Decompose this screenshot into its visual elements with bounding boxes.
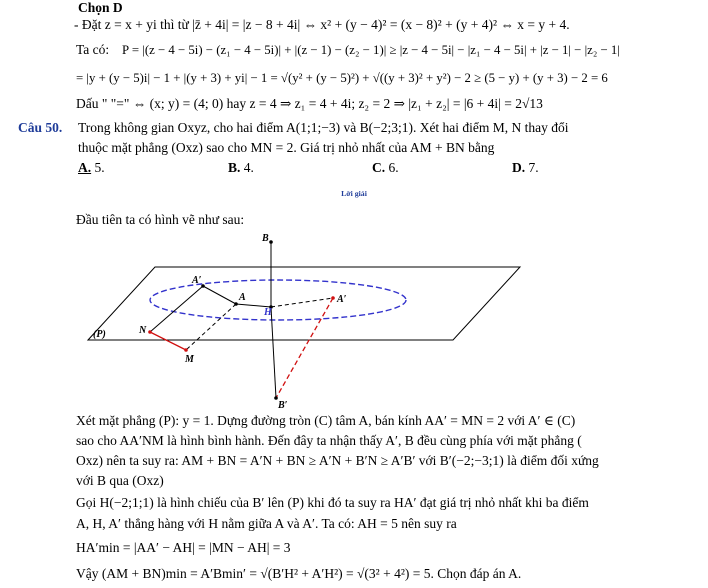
option-a-key: A. bbox=[78, 160, 92, 175]
circle-c bbox=[150, 280, 406, 320]
solution-line-7: HA′min = |AA′ − AH| = |MN − AH| = 3 bbox=[76, 540, 291, 555]
question-line-1: Trong không gian Oxyz, cho hai điểm A(1;1;−3) và B(−2;3;1). Xét hai điểm M, N thay đổi bbox=[78, 120, 569, 135]
solution-heading: Lời giải bbox=[341, 189, 367, 198]
prev-line-4: Dấu " "=" ⇔ (x; y) = (4; 0) hay z = 4 ⇒ z₁ = 4 + 4i; z₂ = 2 ⇒ |z₁ + z₂| = |6 + 4i| = 2√13 bbox=[76, 96, 543, 111]
point-a bbox=[234, 302, 238, 306]
option-d-key: D. bbox=[512, 160, 526, 175]
segment-aprime-bprime bbox=[276, 298, 333, 398]
point-aprime-right bbox=[331, 296, 335, 300]
solution-line-2: sao cho AA′NM là hình bình hành. Đến đây ta nhận thấy A′, B đều cùng phía với mặt phẳng ( bbox=[76, 433, 582, 448]
label-aprime-right: A′ bbox=[337, 294, 347, 305]
solution-line-5: Gọi H(−2;1;1) là hình chiếu của B′ lên (P) khi đó ta suy ra HA′ đạt giá trị nhỏ nhất khi ba điểm bbox=[76, 495, 589, 510]
point-aprime-left bbox=[201, 284, 205, 288]
label-m: M bbox=[185, 354, 194, 365]
prev-line-1: - Đặt z = x + yi thì từ |z̄ + 4i| = |z − 8 + 4i| ⇔ x² + (y − 4)² = (x − 8)² + (y + 4)² ⇔ x = y + 4. bbox=[74, 17, 570, 32]
option-a-text: 5. bbox=[94, 160, 105, 175]
solution-line-1: Xét mặt phẳng (P): y = 1. Dựng đường tròn (C) tâm A, bán kính AA′ = MN = 2 với A′ ∈ (C) bbox=[76, 413, 576, 428]
point-b bbox=[269, 240, 273, 244]
label-p: (P) bbox=[93, 329, 106, 340]
segment-h-aprime bbox=[271, 298, 333, 307]
label-a: A bbox=[239, 292, 246, 303]
point-m bbox=[184, 348, 188, 352]
option-c-text: 6. bbox=[388, 160, 399, 175]
option-c-key: C. bbox=[372, 160, 386, 175]
label-aprime-left: A′ bbox=[192, 275, 202, 286]
label-b: B bbox=[262, 233, 269, 244]
option-b-text: 4. bbox=[243, 160, 254, 175]
solution-intro: Đầu tiên ta có hình vẽ như sau: bbox=[76, 212, 245, 227]
prev-line-2: P = |(z − 4 − 5i) − (z₁ − 4 − 5i)| + |(z − 1) − (z₂ − 1)| ≥ |z − 4 − 5i| − |z₁ − 4 − 5i| + |z − 1| − |z₂ − 1| bbox=[122, 43, 620, 57]
segment-a-m bbox=[186, 304, 236, 350]
previous-answer: Chọn D bbox=[78, 0, 123, 15]
prev-line-3: = |y + (y − 5)i| − 1 + |(y + 3) + yi| − 1 = √(y² + (y − 5)²) + √((y + 3)² + y²) − 2 ≥ (5 − y) + (y + 3) − 2 = 6 bbox=[76, 71, 608, 85]
label-h: H bbox=[264, 307, 272, 318]
option-d-text: 7. bbox=[528, 160, 539, 175]
option-b-key: B. bbox=[228, 160, 241, 175]
label-n: N bbox=[139, 325, 147, 336]
solution-line-6: A, H, A′ thẳng hàng với H nằm giữa A và A′. Ta có: AH = 5 nên suy ra bbox=[76, 516, 457, 531]
question-line-2: thuộc mặt phẳng (Oxz) sao cho MN = 2. Giá trị nhỏ nhất của AM + BN bằng bbox=[78, 140, 495, 155]
segment-n-m bbox=[150, 332, 186, 350]
solution-line-3: Oxz) nên ta suy ra: AM + BN = A′N + BN ≥ A′N + B′N ≥ A′B′ với B′(−2;−3;1) là điểm đối xứng bbox=[76, 453, 599, 468]
solution-line-4: với B qua (Oxz) bbox=[76, 473, 164, 488]
label-bprime: B′ bbox=[278, 400, 288, 411]
point-n bbox=[148, 330, 152, 334]
prev-line-2-label: Ta có: bbox=[76, 42, 110, 57]
solution-line-8: Vậy (AM + BN)min = A′Bmin′ = √(B′H² + A′H²) = √(3² + 4²) = 5. Chọn đáp án A. bbox=[76, 566, 522, 581]
segment-aprime-a bbox=[203, 286, 236, 304]
question-number: Câu 50. bbox=[18, 120, 63, 135]
